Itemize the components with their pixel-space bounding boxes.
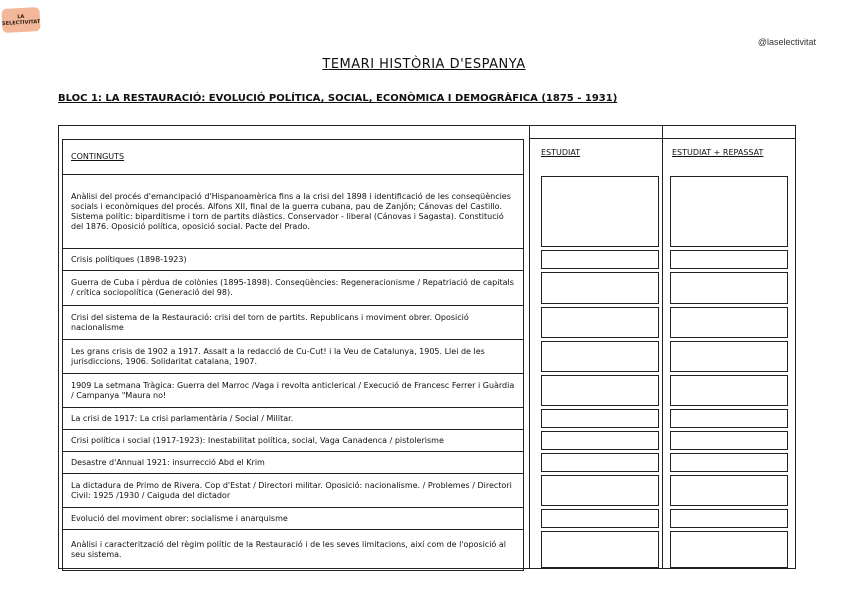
content-row: Les grans crisis de 1902 a 1917. Assalt a la redacció de Cu-Cut! i la Veu de Catalunya, 1905. Llei de les jurisdiccions, 1906. Solidaritat catalana, 1907. — [63, 340, 523, 374]
column-header-reviewed: ESTUDIAT + REPASSAT — [672, 148, 764, 157]
content-row: Anàlisi i caracterització del règim polític de la Restauració i de les seves limitacions, així com de l'oposició al seu sistema. — [71, 540, 506, 559]
reviewed-checkbox[interactable] — [670, 431, 788, 450]
studied-checkbox[interactable] — [541, 531, 659, 568]
contents-header: CONTINGUTS — [63, 140, 523, 175]
studied-checkbox[interactable] — [541, 509, 659, 528]
content-row: La crisi de 1917: La crisi parlamentària / Social / Militar. — [63, 408, 523, 430]
reviewed-checkbox[interactable] — [670, 531, 788, 568]
reviewed-checkbox[interactable] — [670, 272, 788, 304]
studied-checkbox[interactable] — [541, 475, 659, 506]
studied-checkbox[interactable] — [541, 272, 659, 304]
content-row: Guerra de Cuba i pèrdua de colònies (1895-1898). Conseqüències: Regeneracionisme / Repatriació de capitals / crítica sociopolítica (Generació del 98). — [63, 271, 523, 306]
reviewed-checkbox[interactable] — [670, 375, 788, 406]
content-row: Evolució del moviment obrer: socialisme i anarquisme — [63, 508, 523, 530]
page-title: TEMARI HISTÒRIA D'ESPANYA — [322, 57, 526, 72]
content-row: Crisis polítiques (1898-1923) — [63, 249, 523, 271]
column-header-studied: ESTUDIAT — [541, 148, 581, 157]
logo-text: LA SELECTIVITAT — [1, 13, 41, 27]
studied-checkbox[interactable] — [541, 453, 659, 472]
content-row: Anàlisi del procés d'emancipació d'Hispanoamèrica fins a la crisi del 1898 i identificació de les conseqüències socials i econòmiques del procés. Alfons XII, final de la guerra cubana, pau de Zanjón; Cánovas del Castillo. Sistema polític: biparditisme i torn de partits diàstics. Conservador - liberal (Cánovas i Sagasta). Constitució del 1876. Oposició política, oposició social. Pacte del Prado. — [63, 175, 523, 249]
studied-checkbox[interactable] — [541, 431, 659, 450]
reviewed-checkbox[interactable] — [670, 409, 788, 428]
studied-checkbox[interactable] — [541, 176, 659, 247]
reviewed-checkbox[interactable] — [670, 307, 788, 338]
studied-checkbox[interactable] — [541, 375, 659, 406]
studied-checkbox[interactable] — [541, 250, 659, 269]
reviewed-checkbox[interactable] — [670, 176, 788, 247]
reviewed-checkbox[interactable] — [670, 509, 788, 528]
column-divider — [662, 125, 663, 569]
reviewed-checkbox[interactable] — [670, 453, 788, 472]
studied-checkbox[interactable] — [541, 341, 659, 372]
brand-logo — [1, 7, 40, 33]
bloc-title: BLOC 1: LA RESTAURACIÓ: EVOLUCIÓ POLÍTICA, SOCIAL, ECONÒMICA I DEMOGRÀFICA (1875 - 1931) — [58, 93, 618, 104]
content-row: La dictadura de Primo de Rivera. Cop d'Estat / Directori militar. Oposició: nacionalisme. / Problemes / Directori Civil: 1925 /1930 / Caiguda del dictador — [63, 474, 523, 508]
reviewed-checkbox[interactable] — [670, 250, 788, 269]
content-row: Crisi del sistema de la Restauració: crisi del torn de partits. Republicans i moviment obrer. Oposició nacionalisme — [63, 306, 523, 340]
contents-table — [62, 139, 524, 571]
social-handle: @laselectivitat — [757, 37, 816, 47]
reviewed-checkbox[interactable] — [670, 341, 788, 372]
content-row: 1909 La setmana Tràgica: Guerra del Marroc /Vaga i revolta anticlerical / Execució de Francesc Ferrer i Guàrdia / Campanya "Maura no! — [63, 374, 523, 408]
content-row: Desastre d'Annual 1921: insurrecció Abd el Krim — [63, 452, 523, 474]
content-row: Crisi política i social (1917-1923): Inestabilitat política, social, Vaga Canadenca / pistolerisme — [63, 430, 523, 452]
studied-checkbox[interactable] — [541, 307, 659, 338]
column-divider — [529, 125, 530, 569]
header-rule — [529, 138, 796, 139]
studied-checkbox[interactable] — [541, 409, 659, 428]
reviewed-checkbox[interactable] — [670, 475, 788, 506]
